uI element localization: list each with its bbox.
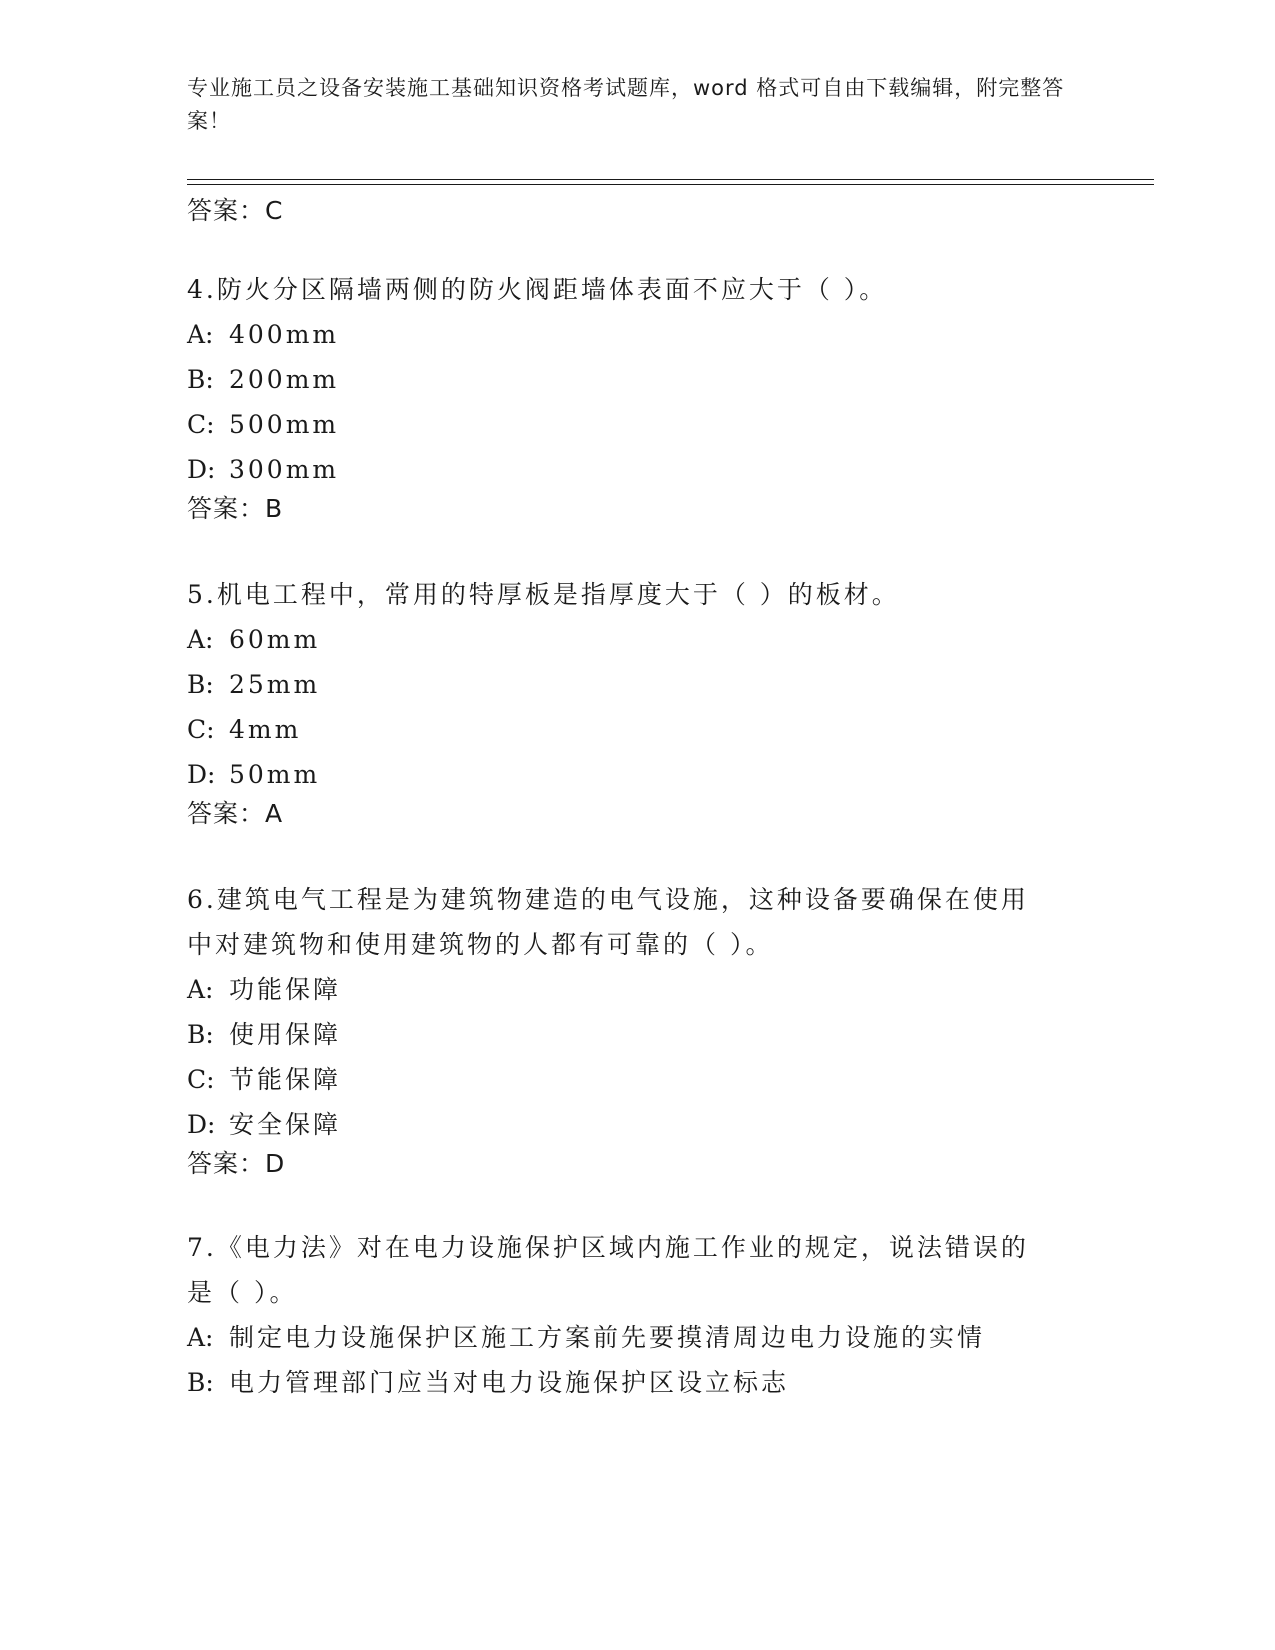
option-text: 制定电力设施保护区施工方案前先要摸清周边电力设施的实情 (229, 1323, 986, 1352)
option-c (187, 1057, 1047, 1102)
option-c (187, 707, 1087, 752)
option-text: 25mm (229, 670, 321, 699)
answer-line: 答案：C (187, 196, 284, 225)
option-text: 500mm (229, 410, 340, 439)
answer-line: 答案：D (187, 1149, 286, 1178)
option-label: B: (187, 365, 214, 394)
option-label: D: (187, 1110, 216, 1139)
header-divider-bottom (187, 184, 1154, 185)
question-text: 6.建筑电气工程是为建筑物建造的电气设施，这种设备要确保在使用中对建筑物和使用建筑物的人都有可靠的（ ）。 (187, 885, 1029, 959)
option-label: D: (187, 760, 216, 789)
option-text: 300mm (229, 455, 340, 484)
question-7 (187, 1225, 1047, 1405)
question-4 (187, 267, 1087, 526)
option-label: B: (187, 1368, 214, 1397)
question-6 (187, 877, 1047, 1181)
option-a (187, 967, 1047, 1012)
option-text: 4mm (229, 715, 302, 744)
header-divider-top (187, 179, 1154, 180)
question-text: 7.《电力法》对在电力设施保护区域内施工作业的规定，说法错误的是（ ）。 (187, 1233, 1029, 1307)
option-text: 电力管理部门应当对电力设施保护区设立标志 (229, 1368, 790, 1397)
option-a (187, 617, 1087, 662)
option-label: C: (187, 410, 215, 439)
question-5 (187, 572, 1087, 831)
option-label: A: (187, 625, 214, 654)
option-d (187, 1102, 1047, 1147)
option-d (187, 447, 1087, 492)
option-text: 400mm (229, 320, 340, 349)
option-label: A: (187, 975, 214, 1004)
option-a (187, 312, 1087, 357)
option-text: 60mm (229, 625, 321, 654)
answer-line: 答案：B (187, 494, 284, 523)
option-text: 50mm (229, 760, 321, 789)
option-text: 使用保障 (229, 1020, 342, 1049)
option-label: D: (187, 455, 216, 484)
option-text: 功能保障 (229, 975, 342, 1004)
option-label: A: (187, 320, 214, 349)
option-label: B: (187, 1020, 214, 1049)
option-text: 安全保障 (229, 1110, 342, 1139)
answer-line: 答案：A (187, 799, 284, 828)
document-header: 专业施工员之设备安装施工基础知识资格考试题库，word 格式可自由下载编辑，附完整答案！ (187, 76, 1065, 133)
option-a (187, 1315, 1047, 1360)
option-b (187, 1012, 1047, 1057)
option-label: A: (187, 1323, 214, 1352)
option-b (187, 1360, 1047, 1405)
option-text: 200mm (229, 365, 340, 394)
question-text: 4.防火分区隔墙两侧的防火阀距墙体表面不应大于（ ）。 (187, 275, 888, 304)
option-text: 节能保障 (229, 1065, 342, 1094)
option-d (187, 752, 1087, 797)
question-text: 5.机电工程中，常用的特厚板是指厚度大于（ ）的板材。 (187, 580, 900, 609)
option-b (187, 357, 1087, 402)
option-c (187, 402, 1087, 447)
option-label: C: (187, 715, 215, 744)
option-label: C: (187, 1065, 215, 1094)
option-b (187, 662, 1087, 707)
option-label: B: (187, 670, 214, 699)
